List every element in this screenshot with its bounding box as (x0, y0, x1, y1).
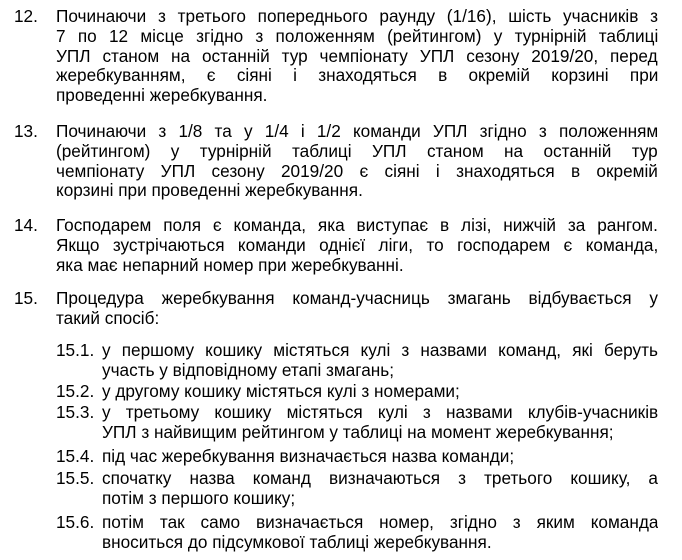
text-line: спочатку назва команд визначаються з третього кошику, а (102, 469, 658, 488)
item-number: 15. (14, 288, 38, 308)
item-number: 12. (14, 6, 38, 26)
text-line: Починаючи з 1/8 та у 1/4 і 1/2 команди УПЛ згідно з положенням (56, 122, 658, 141)
text-line: вноситься до підсумкової таблиці жеребкування. (102, 532, 492, 552)
text-line: такий спосіб: (56, 308, 160, 328)
text-line: 7 по 12 місце згідно з положенням (рейтингом) у турнірній таблиці (56, 26, 658, 46)
text-line: УПЛ з найвищим рейтингом у таблиці на момент жеребкування; (102, 422, 614, 442)
text-line: чемпіонату УПЛ сезону 2019/20 є сіяні і знаходяться в окремій (56, 161, 658, 181)
text-line: жеребкуванням, є сіяні і знаходяться в окремій корзині при (56, 66, 658, 86)
text-line: (рейтингом) у турнірній таблиці УПЛ станом на останній тур (56, 141, 658, 161)
item-text (56, 122, 658, 201)
text-line: потім з першого кошику; (102, 488, 296, 508)
item-number: 13. (14, 121, 38, 141)
subitem-text (102, 447, 658, 467)
text-line: Починаючи з третього попереднього раунду (1/16), шість учасників з (56, 7, 658, 26)
subitem-text (102, 341, 658, 381)
text-line: проведенні жеребкування. (56, 86, 268, 106)
text-line: корзині при проведенні жеребкування. (56, 181, 363, 201)
item-number: 14. (14, 215, 38, 235)
text-line: участь у відповідному етапі змагань; (102, 360, 394, 380)
text-line: Господарем поля є команда, яка виступає в лізі, нижчій за рангом. (56, 216, 658, 235)
text-line: під час жеребкування визначається назва команди; (102, 447, 515, 466)
subitem-number: 15.4. (56, 446, 95, 466)
text-line: Процедура жеребкування команд-учасниць змагань відбувається у (56, 289, 658, 308)
text-line: яка має непарний номер при жеребкуванні. (56, 255, 404, 275)
text-line: у другому кошику містяться кулі з номерами; (102, 382, 460, 401)
item-text (56, 289, 658, 329)
text-line: потім так само визначається номер, згідно з яким команда (102, 513, 658, 532)
subitem-number: 15.3. (56, 402, 95, 422)
item-text (56, 216, 658, 275)
subitem-text (102, 513, 658, 553)
text-line: у першому кошику містяться кулі з назвами команд, які беруть (102, 341, 658, 360)
subitem-number: 15.1. (56, 340, 95, 360)
subitem-number: 15.6. (56, 512, 95, 532)
text-line: у третьому кошику містяться кулі з назвами клубів-учасників (102, 403, 658, 422)
subitem-number: 15.5. (56, 468, 95, 488)
subitem-text (102, 469, 658, 509)
text-line: Якщо зустрічаються команди однієї ліги, то господарем є команда, (56, 235, 658, 255)
subitem-number: 15.2. (56, 381, 95, 401)
item-text (56, 7, 658, 106)
text-line: УПЛ станом на останній тур чемпіонату УПЛ сезону 2019/20, перед (56, 46, 658, 66)
subitem-text (102, 382, 658, 402)
subitem-text (102, 403, 658, 443)
